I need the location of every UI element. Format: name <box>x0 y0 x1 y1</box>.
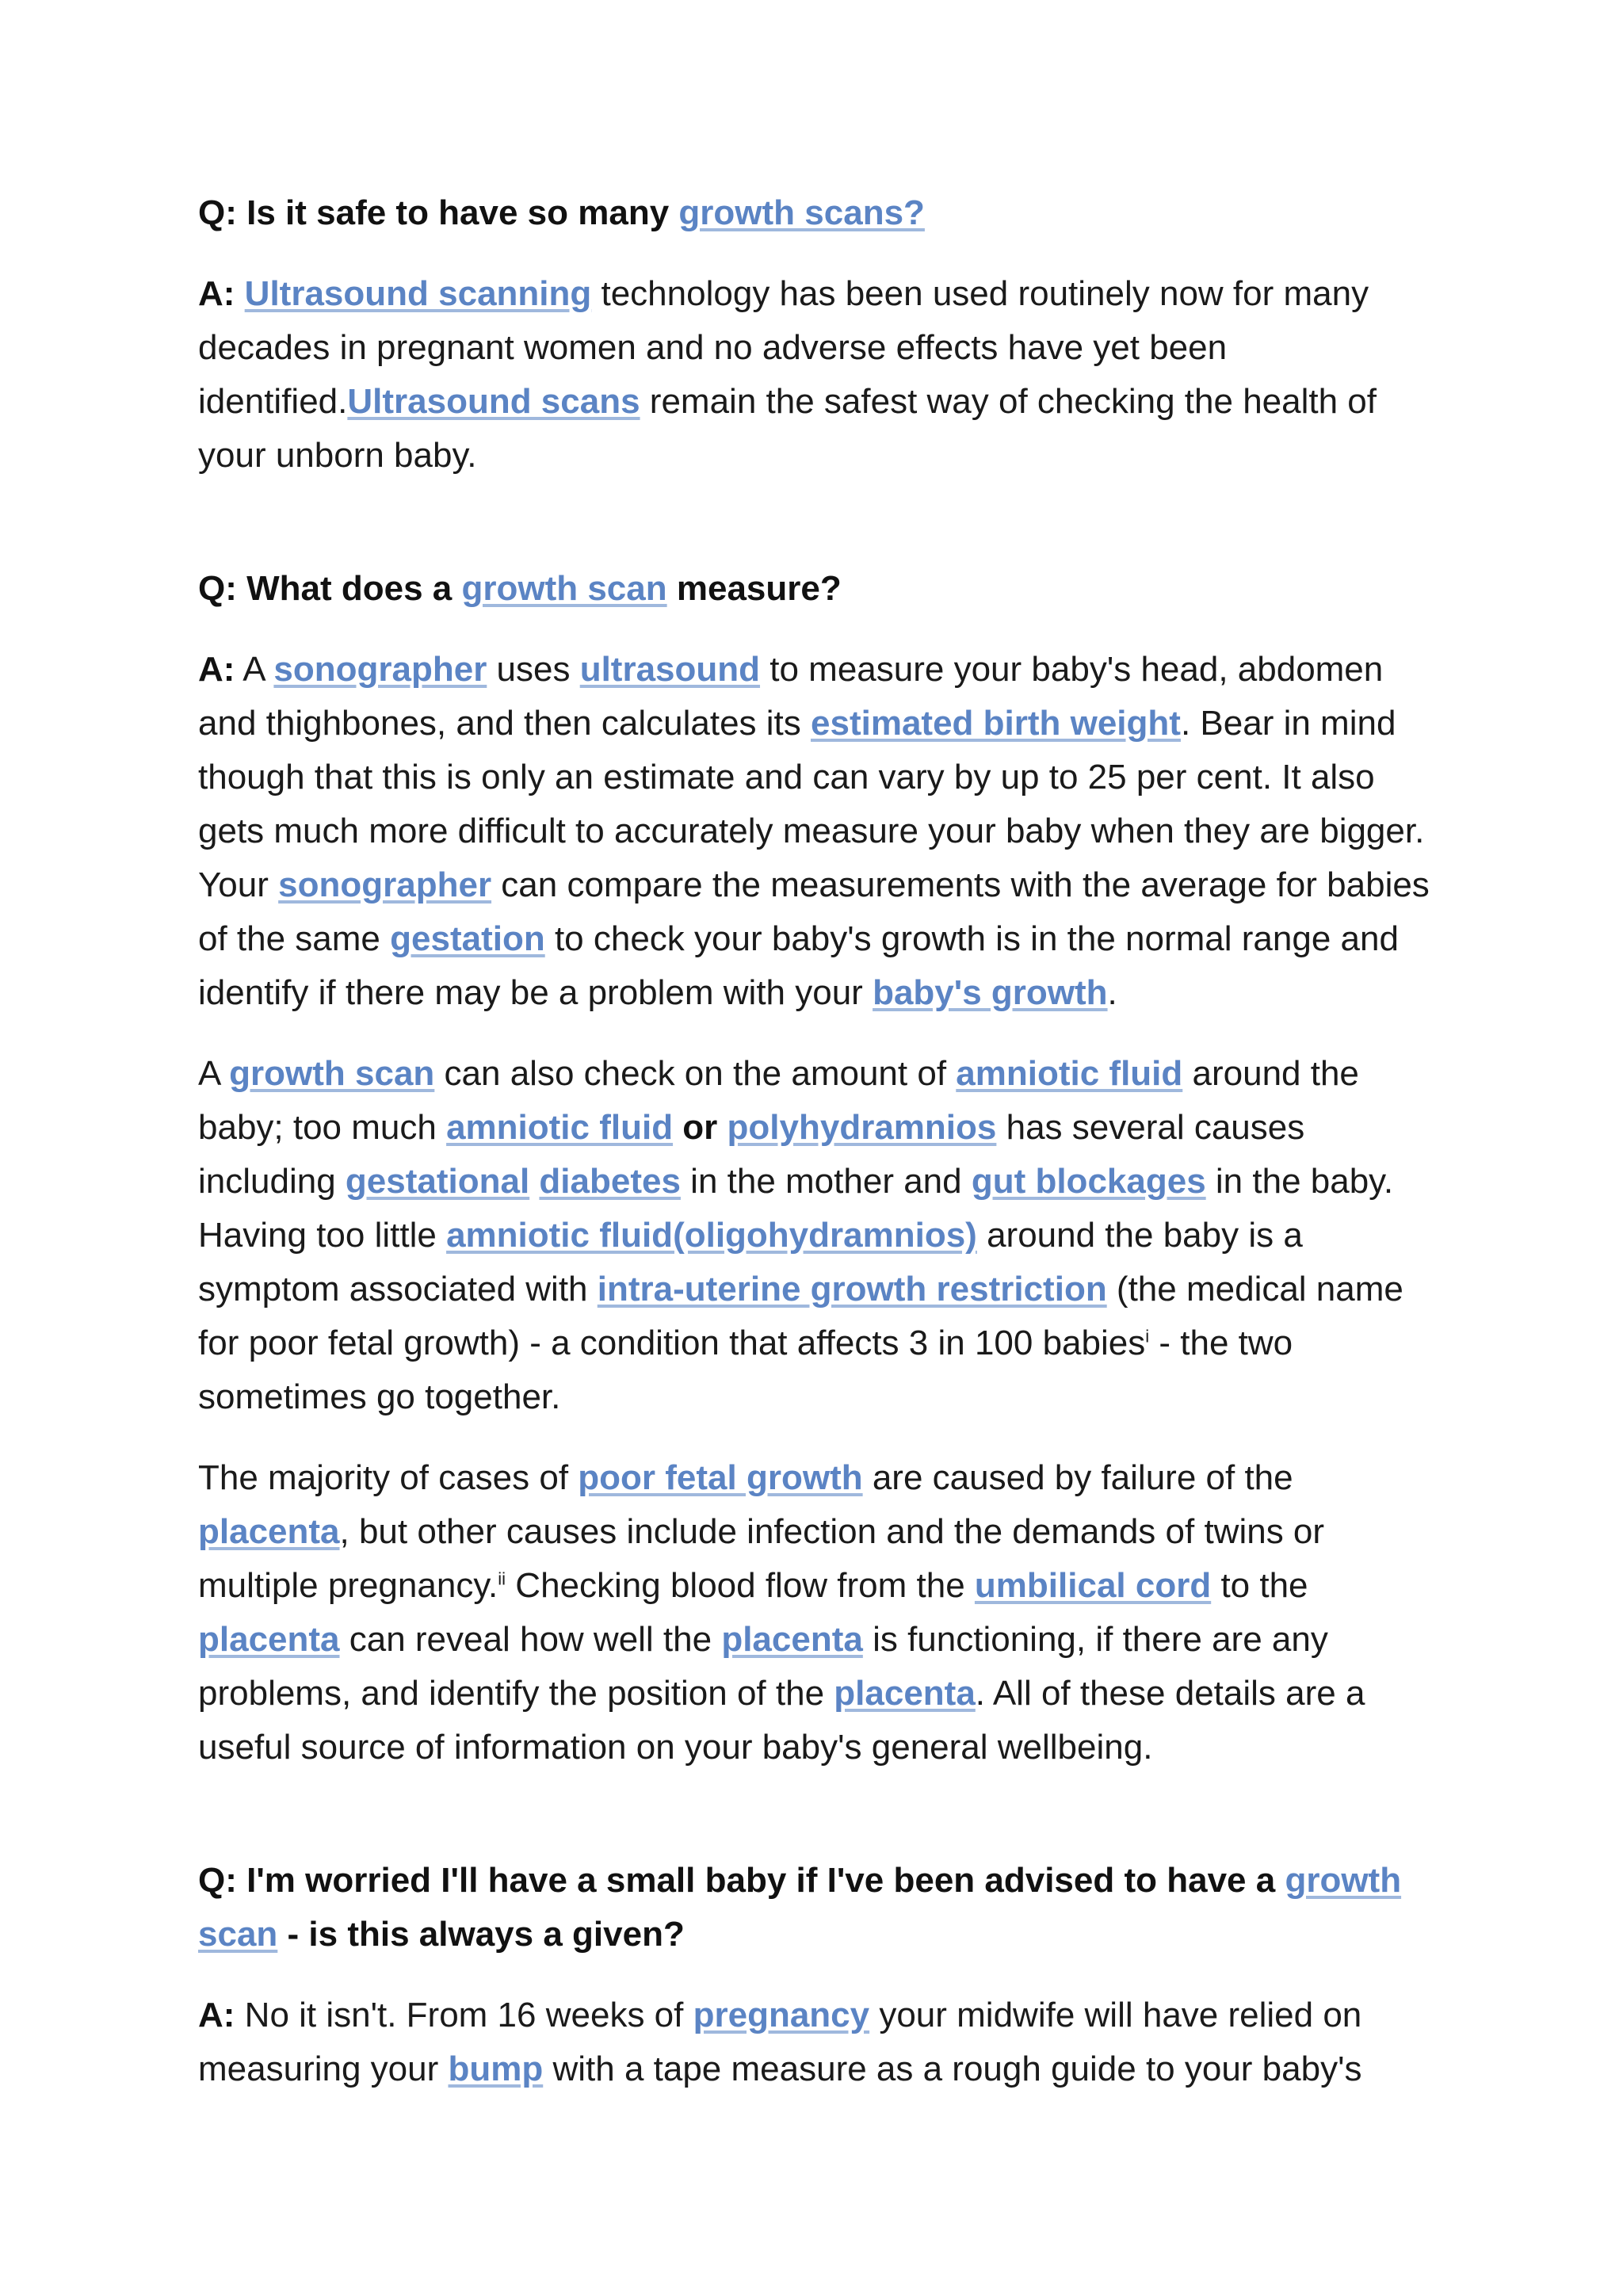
link-pregnancy[interactable]: pregnancy <box>693 1996 870 2034</box>
text: can compare the measurements with the average for babies of the same <box>198 865 1430 958</box>
text: to check your baby's growth is in the normal range and identify if there may be a problem with your <box>198 919 1399 1012</box>
text: - the two sometimes go together. <box>198 1324 1293 1416</box>
link-ultrasound-scanning[interactable]: Ultrasound scanning <box>244 274 592 313</box>
link-placenta[interactable]: placenta <box>834 1674 976 1713</box>
answer-2-paragraph-2 <box>198 1047 1434 1424</box>
text: with a tape measure as a rough guide to your baby's <box>543 2050 1362 2088</box>
answer-2-paragraph-1 <box>198 643 1434 1020</box>
link-sonographer[interactable]: sonographer <box>273 650 487 689</box>
link-bump[interactable]: bump <box>448 2050 544 2088</box>
answer-1-text-a: technology has been used routinely now for many decades in pregnant women and no adverse effects have yet been identified. <box>198 274 1369 421</box>
link-amniotic-fluid[interactable]: amniotic fluid <box>956 1054 1183 1093</box>
link-intra-uterine-growth-restriction[interactable]: intra-uterine growth restriction <box>597 1270 1107 1308</box>
question-2-text-b: measure? <box>666 569 842 608</box>
link-placenta[interactable]: placenta <box>721 1620 863 1659</box>
bold-text: or <box>673 1108 727 1147</box>
text: No it isn't. From 16 weeks of <box>235 1996 693 2034</box>
document-page <box>198 186 1434 2096</box>
answer-label: A: <box>198 274 235 313</box>
link-growth-scans[interactable]: growth scans? <box>678 193 925 232</box>
link-growth-scan[interactable]: growth scan <box>198 1861 1402 1954</box>
text: to the <box>1211 1566 1308 1605</box>
answer-1 <box>198 267 1434 483</box>
footnote-marker[interactable]: ii <box>498 1568 506 1589</box>
question-3-text-b: - is this always a given? <box>277 1915 685 1954</box>
text: . All of these details are a useful source of information on your baby's general wellbeing. <box>198 1674 1365 1767</box>
link-babys-growth[interactable]: baby's growth <box>873 973 1108 1012</box>
text: A <box>198 1054 230 1093</box>
link-placenta[interactable]: placenta <box>198 1620 340 1659</box>
link-gestational[interactable]: gestational <box>345 1162 530 1201</box>
link-amniotic-fluid-oligohydramnios[interactable]: amniotic fluid(oligohydramnios) <box>446 1216 977 1255</box>
text: in the mother and <box>680 1162 972 1201</box>
text: around the baby; too much <box>198 1054 1359 1147</box>
text: are caused by failure of the <box>862 1458 1293 1497</box>
question-2 <box>198 562 1434 616</box>
text: . Bear in mind though that this is only an estimate and can vary by up to 25 per cent. It also gets much more difficult to accurately measure your baby when they are bigger. Your <box>198 704 1425 904</box>
text: can also check on the amount of <box>434 1054 957 1093</box>
question-2-text-a: Q: What does a <box>198 569 462 608</box>
link-ultrasound[interactable]: ultrasound <box>579 650 761 689</box>
link-sonographer[interactable]: sonographer <box>278 865 492 904</box>
text: in the baby. Having too little <box>198 1162 1394 1255</box>
link-umbilical-cord[interactable]: umbilical cord <box>974 1566 1212 1605</box>
link-placenta[interactable]: placenta <box>198 1512 340 1551</box>
link-poor-fetal-growth[interactable]: poor fetal growth <box>578 1458 863 1497</box>
answer-2-paragraph-3 <box>198 1451 1434 1775</box>
link-estimated-birth-weight[interactable]: estimated birth weight <box>811 704 1181 743</box>
text <box>529 1162 539 1201</box>
link-amniotic-fluid[interactable]: amniotic fluid <box>446 1108 674 1147</box>
text: is functioning, if there are any problems, and identify the position of the <box>198 1620 1328 1713</box>
link-diabetes[interactable]: diabetes <box>539 1162 681 1201</box>
answer-label: A: <box>198 650 235 689</box>
text: your midwife will have relied on measuring your <box>198 1996 1362 2088</box>
text: has several causes including <box>198 1108 1305 1201</box>
answer-3 <box>198 1988 1434 2096</box>
text: . <box>1107 973 1117 1012</box>
text: uses <box>487 650 580 689</box>
question-3-text-a: Q: I'm worried I'll have a small baby if I've been advised to have a <box>198 1861 1285 1900</box>
text: (the medical name for poor fetal growth) - a condition that affects 3 in 100 babies <box>198 1270 1403 1362</box>
answer-label: A: <box>198 1996 235 2034</box>
text: to measure your baby's head, abdomen and thighbones, and then calculates its <box>198 650 1384 743</box>
question-1 <box>198 186 1434 240</box>
question-3 <box>198 1854 1434 1962</box>
text: The majority of cases of <box>198 1458 579 1497</box>
link-gestation[interactable]: gestation <box>390 919 545 958</box>
link-gut-blockages[interactable]: gut blockages <box>971 1162 1206 1201</box>
text: Checking blood flow from the <box>506 1566 975 1605</box>
link-growth-scan[interactable]: growth scan <box>229 1054 435 1093</box>
text: around the baby is a symptom associated with <box>198 1216 1303 1308</box>
link-polyhydramnios[interactable]: polyhydramnios <box>727 1108 997 1147</box>
footnote-marker[interactable]: i <box>1145 1326 1150 1347</box>
answer-1-text-b: remain the safest way of checking the health of your unborn baby. <box>198 382 1377 475</box>
link-ultrasound-scans[interactable]: Ultrasound scans <box>347 382 640 421</box>
text: , but other causes include infection and the demands of twins or multiple pregnancy. <box>198 1512 1325 1605</box>
question-1-text: Q: Is it safe to have so many <box>198 193 679 232</box>
link-growth-scan[interactable]: growth scan <box>461 569 667 608</box>
text: can reveal how well the <box>339 1620 722 1659</box>
text: A <box>235 650 274 689</box>
